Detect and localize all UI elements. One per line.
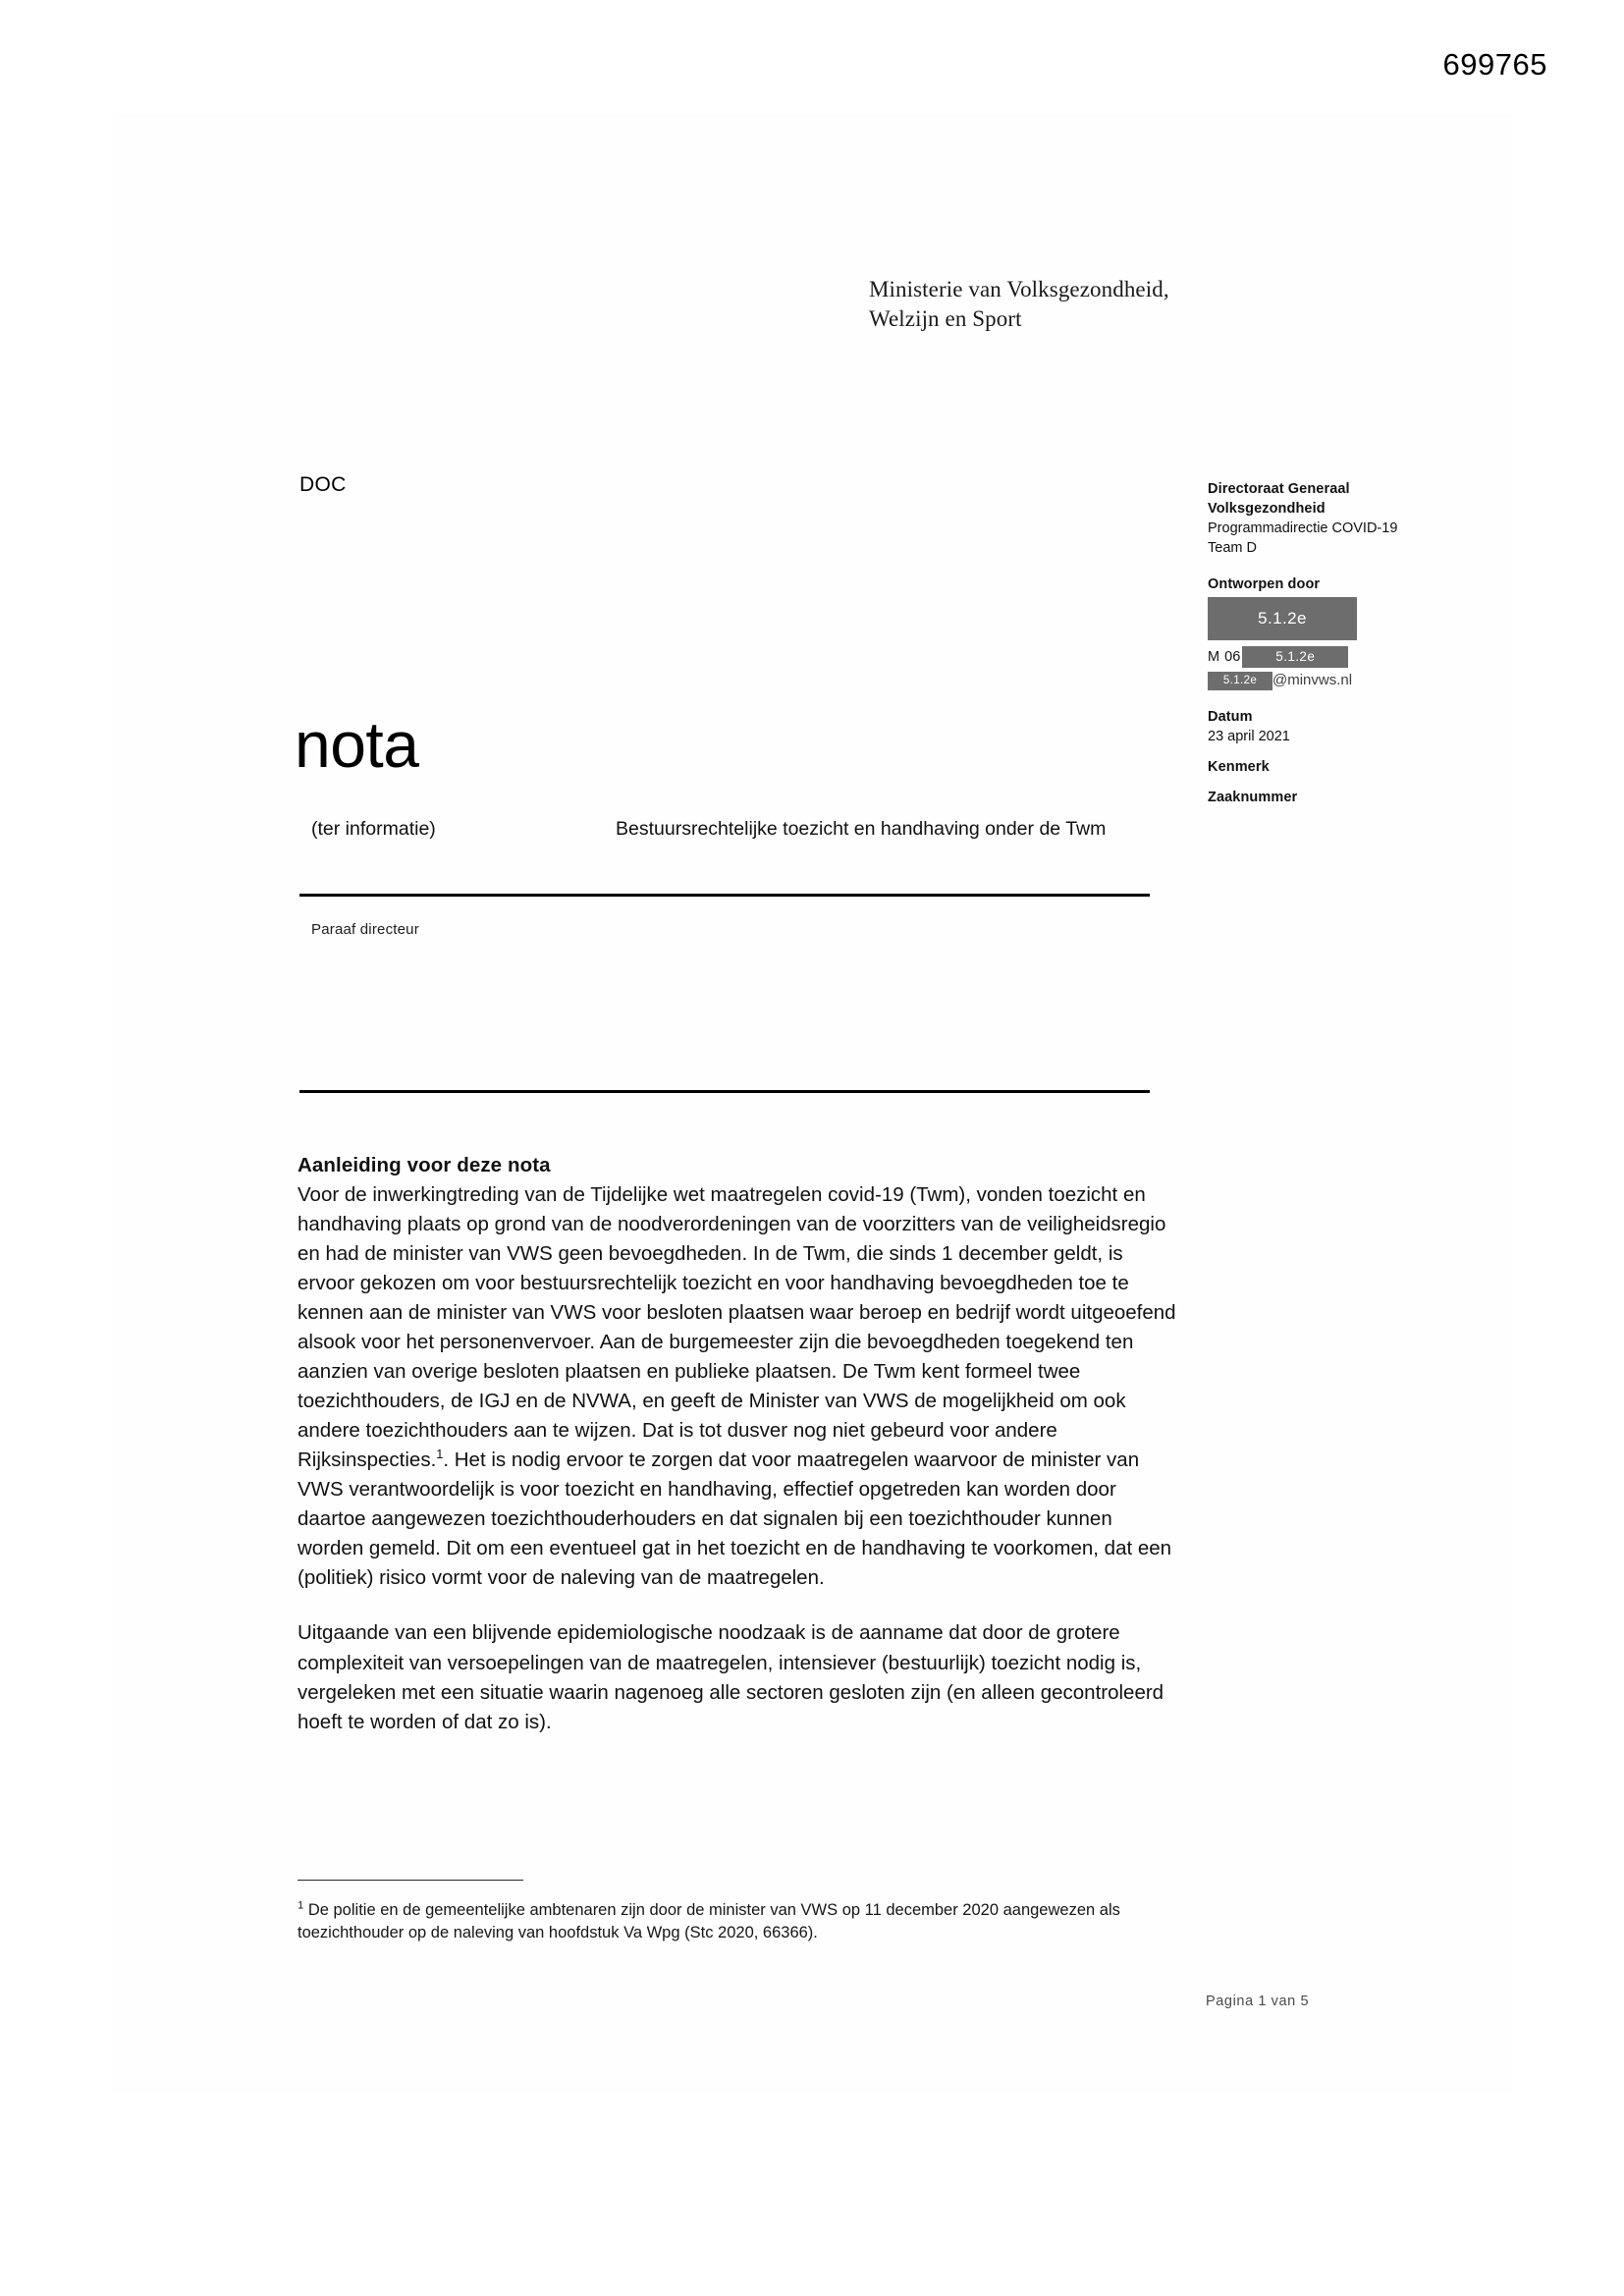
document-number: 699765	[1442, 47, 1547, 82]
footnote-reference-marker: 1	[436, 1447, 444, 1462]
redaction-box-phone: 5.1.2e	[1242, 646, 1348, 668]
designed-by-label: Ontworpen door	[1208, 576, 1321, 592]
ministry-line-2: Welzijn en Sport	[869, 306, 1022, 332]
email-line	[1208, 671, 1473, 690]
redaction-box-designer-name: 5.1.2e	[1208, 597, 1357, 640]
body-paragraph-1-part-1: Voor de inwerkingtreding van de Tijdelijke wet maatregelen covid-19 (Twm), vonden toezicht en handhaving plaats op grond van de noodverordeningen van de voorzitters van de veiligheidsregio en had de minister van VWS geen bevoegdheden. In de Twm, die sinds 1 december geldt, is ervoor gekozen om voor bestuursrechtelijk toezicht en voor handhaving bevoegdheden toe te kennen aan de minister van VWS voor besloten plaatsen waar beroep en bedrijf wordt uitgeoefend alsook voor het personenvervoer. Aan de burgemeester zijn die bevoegdheden toegekend ten aanzien van overige besloten plaatsen en publieke plaatsen. De Twm kent formeel twee toezichthouders, de IGJ en de NVWA, en geeft de Minister van VWS de mogelijkheid om ook andere toezichthouders aan te wijzen. Dat is tot dusver nog niet gebeurd voor andere Rijksinspecties.	[298, 1183, 1176, 1472]
footnote-text	[298, 1899, 1176, 1945]
phone-line	[1208, 646, 1473, 668]
document-purpose: (ter informatie)	[311, 818, 436, 840]
body-copy	[298, 1151, 1181, 1737]
redaction-box-email: 5.1.2e	[1208, 672, 1272, 690]
team-name: Team D	[1208, 540, 1257, 556]
email-domain: @minvws.nl	[1272, 672, 1353, 689]
ministry-wordmark	[869, 275, 1169, 335]
ministry-line-1: Ministerie van Volksgezondheid,	[869, 277, 1169, 301]
body-paragraph-1	[298, 1180, 1181, 1593]
footnote-separator	[298, 1880, 523, 1881]
directorate-line-1: Directoraat Generaal	[1208, 481, 1350, 497]
programme-directorate: Programmadirectie COVID-19	[1208, 520, 1398, 536]
date-label: Datum	[1208, 708, 1253, 725]
footnote-body: De politie en de gemeentelijke ambtenaren zijn door de minister van VWS op 11 december 2020 aangewezen als toezichthouder op de naleving van hoofdstuk Va Wpg (Stc 2020, 66366).	[298, 1901, 1120, 1942]
directorate-line-2: Volksgezondheid	[1208, 501, 1326, 517]
footnote-number: 1	[298, 1899, 304, 1912]
page-sheet	[116, 116, 1510, 2090]
divider-rule-bottom	[299, 1090, 1150, 1093]
metadata-rail	[1208, 479, 1473, 807]
date-value: 23 april 2021	[1208, 728, 1290, 744]
zaaknummer-label: Zaaknummer	[1208, 789, 1298, 805]
kenmerk-label: Kenmerk	[1208, 758, 1270, 775]
body-paragraph-2: Uitgaande van een blijvende epidemiologische noodzaak is de aanname dat door de grotere complexiteit van versoepelingen van de maatregelen, intensiever (bestuurlijk) toezicht nodig is, vergeleken met een situatie waarin nagenoeg alle sectoren gesloten zijn (en alleen gecontroleerd hoeft te worden of dat zo is).	[298, 1621, 1164, 1733]
body-section-heading: Aanleiding voor deze nota	[298, 1154, 551, 1176]
document-subject: Bestuursrechtelijke toezicht en handhaving onder de Twm	[616, 818, 1107, 840]
phone-label: M	[1208, 649, 1221, 665]
paraaf-directeur-label: Paraaf directeur	[311, 921, 419, 938]
doc-marker-label: DOC	[299, 473, 347, 496]
document-type-title: nota	[295, 708, 419, 781]
page-number-footer: Pagina 1 van 5	[1206, 1994, 1310, 2009]
body-paragraph-1-part-2: . Het is nodig ervoor te zorgen dat voor maatregelen waarvoor de minister van VWS verantwoordelijk is voor toezicht en handhaving, effectief opgetreden kan worden door daartoe aangewezen toezichthouderhouders en dat signalen bij een toezichthouder kunnen worden gemeld. Dit om een eventueel gat in het toezicht en de handhaving te voorkomen, dat een (politiek) risico vormt voor de naleving van de maatregelen.	[298, 1449, 1172, 1590]
phone-prefix: 06	[1224, 649, 1241, 665]
divider-rule-top	[299, 894, 1150, 897]
